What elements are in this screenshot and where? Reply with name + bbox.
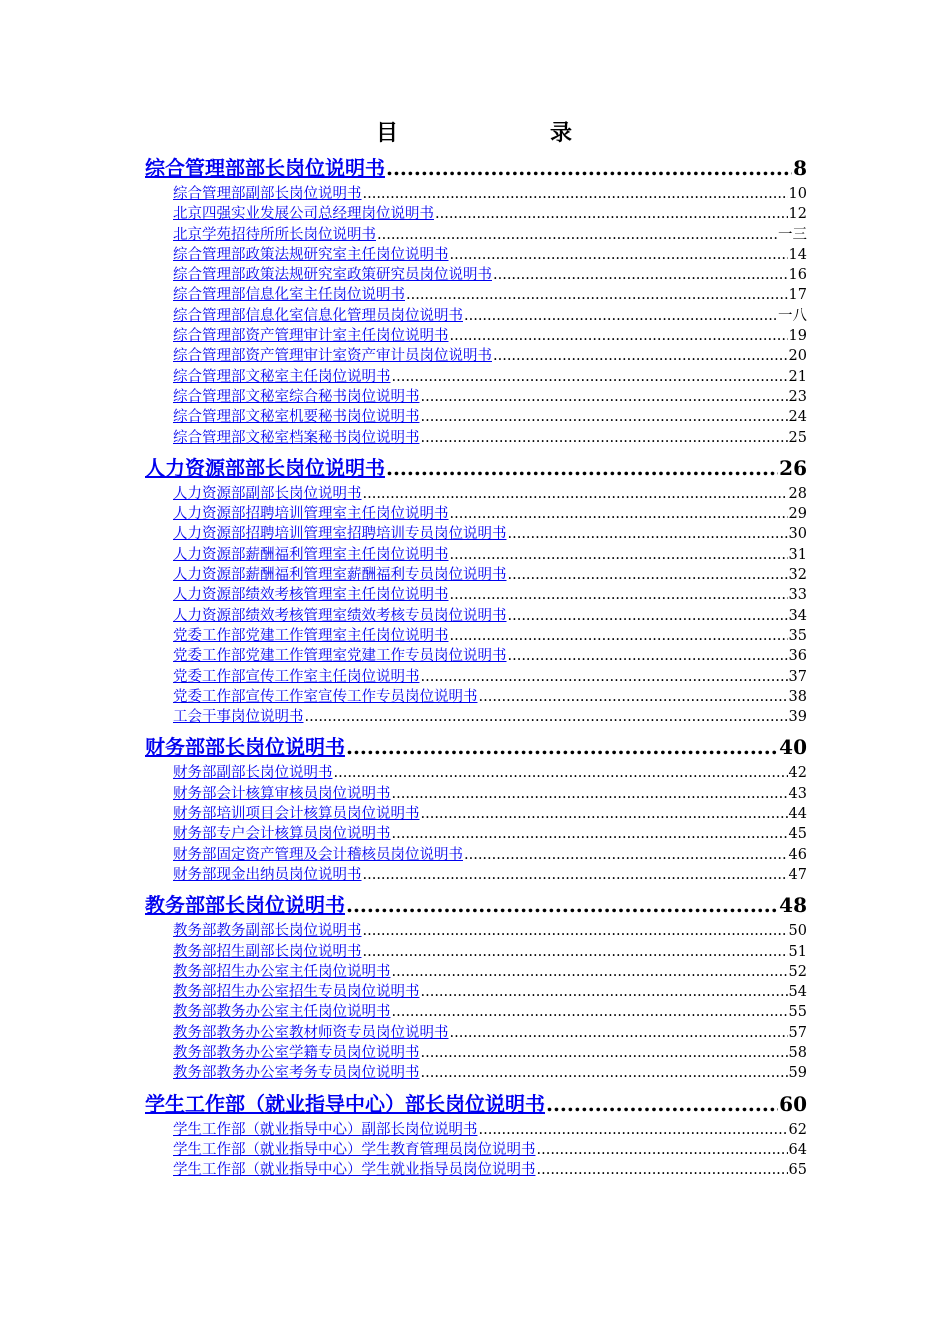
toc-entry-title: 综合管理部政策法规研究室主任岗位说明书 — [173, 246, 449, 263]
toc-entry-title: 综合管理部信息化室信息化管理员岗位说明书 — [173, 307, 463, 324]
toc-entry-link[interactable] — [173, 1063, 807, 1083]
toc-entry-link[interactable] — [173, 265, 807, 285]
page-number: 一八 — [778, 307, 807, 324]
toc-entry-title: 综合管理部政策法规研究室政策研究员岗位说明书 — [173, 267, 492, 284]
toc-entry-title: 教务部教务办公室主任岗位说明书 — [173, 1004, 391, 1021]
toc-title-right: 录 — [550, 120, 575, 146]
toc-entry-link[interactable] — [173, 824, 807, 844]
toc-entry-title: 综合管理部副部长岗位说明书 — [173, 186, 362, 202]
page-number: 45 — [788, 826, 807, 843]
toc-entry-link[interactable] — [173, 346, 807, 366]
dot-leader — [421, 1043, 788, 1063]
page-number: 54 — [788, 984, 807, 1001]
toc-entry-link[interactable] — [173, 184, 807, 204]
toc-entry-link[interactable] — [173, 626, 807, 646]
toc-section-title: 财务部部长岗位说明书 — [145, 735, 345, 760]
dot-leader — [377, 225, 777, 245]
toc-entry-title: 综合管理部资产管理审计室资产审计员岗位说明书 — [173, 348, 492, 365]
toc-entry-title: 教务部教务办公室学籍专员岗位说明书 — [173, 1044, 420, 1061]
toc-entry-link[interactable] — [173, 784, 807, 804]
toc-entry-link[interactable] — [173, 306, 807, 326]
dot-leader — [386, 152, 792, 184]
toc-entry-link[interactable] — [173, 707, 807, 727]
page-number: 39 — [788, 709, 807, 726]
toc-section — [145, 889, 807, 1083]
toc-entry-title: 教务部招生副部长岗位说明书 — [173, 943, 362, 960]
toc-entry-title: 人力资源部绩效考核管理室绩效考核专员岗位说明书 — [173, 607, 507, 624]
page-number: 47 — [788, 866, 807, 883]
toc-entry-title: 党委工作部党建工作管理室主任岗位说明书 — [173, 627, 449, 644]
page-number: 31 — [788, 546, 807, 563]
toc-section — [145, 1088, 807, 1181]
toc-section-link[interactable] — [145, 889, 807, 921]
toc-entry-link[interactable] — [173, 1043, 807, 1063]
toc-entry-title: 北京四强实业发展公司总经理岗位说明书 — [173, 206, 434, 223]
page-number: 24 — [788, 409, 807, 426]
page-number: 34 — [788, 607, 807, 624]
dot-leader — [421, 667, 788, 687]
toc-entry-link[interactable] — [173, 204, 807, 224]
toc-entry-title: 财务部会计核算审核员岗位说明书 — [173, 785, 391, 802]
dot-leader — [450, 326, 788, 346]
page-number: 33 — [788, 587, 807, 604]
toc-section-title: 综合管理部部长岗位说明书 — [145, 156, 385, 180]
dot-leader — [450, 245, 788, 265]
toc-entry-link[interactable] — [173, 245, 807, 265]
page-number: 46 — [788, 846, 807, 863]
dot-leader — [421, 804, 788, 824]
toc-entry-link[interactable] — [173, 1160, 807, 1180]
toc-entry-link[interactable] — [173, 962, 807, 982]
toc-entry-link[interactable] — [173, 285, 807, 305]
dot-leader — [346, 889, 778, 921]
dot-leader — [450, 1023, 788, 1043]
toc-entry-link[interactable] — [173, 225, 807, 245]
dot-leader — [421, 407, 788, 427]
page-number: 52 — [788, 963, 807, 980]
toc-entry-title: 教务部教务办公室教材师资专员岗位说明书 — [173, 1024, 449, 1041]
toc-section-link[interactable] — [145, 152, 807, 184]
toc-entry-title: 综合管理部文秘室主任岗位说明书 — [173, 368, 391, 385]
toc-entry-link[interactable] — [173, 845, 807, 865]
dot-leader — [450, 585, 788, 605]
dot-leader — [508, 565, 788, 585]
page-number: 42 — [788, 765, 807, 782]
dot-leader — [537, 1140, 788, 1160]
page-number: 37 — [788, 668, 807, 685]
toc-entry-link[interactable] — [173, 524, 807, 544]
toc-entry-title: 人力资源部薪酬福利管理室薪酬福利专员岗位说明书 — [173, 567, 507, 584]
toc-entry-link[interactable] — [173, 763, 807, 783]
toc-section-title: 教务部部长岗位说明书 — [145, 893, 345, 918]
dot-leader — [386, 452, 778, 484]
dot-leader — [363, 865, 788, 885]
toc-entry-link[interactable] — [173, 865, 807, 885]
toc-entry-title: 财务部专户会计核算员岗位说明书 — [173, 826, 391, 843]
toc-entry-title: 人力资源部副部长岗位说明书 — [173, 485, 362, 502]
toc-entry-link[interactable] — [173, 1120, 807, 1140]
toc-entry-link[interactable] — [173, 545, 807, 565]
toc-entry-title: 人力资源部招聘培训管理室招聘培训专员岗位说明书 — [173, 526, 507, 543]
dot-leader — [435, 204, 788, 224]
dot-leader — [493, 265, 788, 285]
toc-entry-title: 综合管理部信息化室主任岗位说明书 — [173, 287, 405, 304]
page-number: 58 — [788, 1044, 807, 1061]
page-number: 51 — [788, 943, 807, 960]
dot-leader — [334, 763, 788, 783]
toc-section-title: 学生工作部（就业指导中心）部长岗位说明书 — [145, 1091, 545, 1116]
toc-entry-title: 综合管理部文秘室综合秘书岗位说明书 — [173, 388, 420, 405]
dot-leader — [450, 504, 788, 524]
page-number: 43 — [788, 785, 807, 802]
dot-leader — [346, 731, 778, 763]
toc-entry-link[interactable] — [173, 1002, 807, 1022]
page-number: 10 — [788, 186, 807, 202]
page-number: 60 — [779, 1091, 807, 1116]
toc-subentries — [145, 763, 807, 885]
toc-entry-title: 北京学苑招待所所长岗位说明书 — [173, 226, 376, 243]
dot-leader — [450, 545, 788, 565]
page-number: 12 — [788, 206, 807, 223]
page-number: 55 — [788, 1004, 807, 1021]
toc-entry-link[interactable] — [173, 585, 807, 605]
toc-entry-link[interactable] — [173, 1140, 807, 1160]
toc-entry-title: 教务部教务副部长岗位说明书 — [173, 923, 362, 940]
toc-section-link[interactable] — [145, 452, 807, 484]
toc-entry-link[interactable] — [173, 646, 807, 666]
page-number: 20 — [788, 348, 807, 365]
toc-subentries — [145, 1120, 807, 1181]
page-number: 32 — [788, 567, 807, 584]
page-number: 30 — [788, 526, 807, 543]
dot-leader — [392, 1002, 788, 1022]
toc-entry-link[interactable] — [173, 804, 807, 824]
page-number: 14 — [788, 246, 807, 263]
toc-section-title: 人力资源部部长岗位说明书 — [145, 455, 385, 480]
toc-entry-title: 党委工作部党建工作管理室党建工作专员岗位说明书 — [173, 648, 507, 665]
page-number: 65 — [788, 1162, 807, 1179]
dot-leader — [479, 687, 788, 707]
toc-entry-link[interactable] — [173, 326, 807, 346]
dot-leader — [421, 982, 788, 1002]
dot-leader — [392, 824, 788, 844]
toc-entry-title: 教务部教务办公室考务专员岗位说明书 — [173, 1065, 420, 1082]
toc-subentries — [145, 184, 807, 448]
page-number: 40 — [779, 735, 807, 760]
dot-leader — [392, 962, 788, 982]
toc-title-left: 目 — [375, 120, 400, 146]
page-number: 25 — [788, 429, 807, 446]
toc-entry-title: 财务部固定资产管理及会计稽核员岗位说明书 — [173, 846, 463, 863]
dot-leader — [406, 285, 788, 305]
toc-entry-link[interactable] — [173, 484, 807, 504]
page-number: 17 — [788, 287, 807, 304]
dot-leader — [464, 845, 788, 865]
toc-entry-link[interactable] — [173, 606, 807, 626]
dot-leader — [479, 1120, 788, 1140]
dot-leader — [305, 707, 788, 727]
dot-leader — [392, 784, 788, 804]
toc-entry-link[interactable] — [173, 428, 807, 448]
toc-entry-link[interactable] — [173, 982, 807, 1002]
page-number: 29 — [788, 506, 807, 523]
page-number: 36 — [788, 648, 807, 665]
toc-title — [0, 116, 950, 147]
page-number: 64 — [788, 1141, 807, 1158]
toc-entry-title: 人力资源部薪酬福利管理室主任岗位说明书 — [173, 546, 449, 563]
toc-entry-link[interactable] — [173, 387, 807, 407]
page-number: 57 — [788, 1024, 807, 1041]
dot-leader — [493, 346, 788, 366]
dot-leader — [363, 921, 788, 941]
dot-leader — [363, 942, 788, 962]
toc-entry-title: 综合管理部资产管理审计室主任岗位说明书 — [173, 328, 449, 345]
toc-entry-title: 人力资源部绩效考核管理室主任岗位说明书 — [173, 587, 449, 604]
toc-entry-title: 学生工作部（就业指导中心）学生教育管理员岗位说明书 — [173, 1141, 536, 1158]
page-number: 62 — [788, 1121, 807, 1138]
toc-entry-link[interactable] — [173, 565, 807, 585]
page-number: 50 — [788, 923, 807, 940]
toc-entry-title: 工会干事岗位说明书 — [173, 709, 304, 726]
toc-entry-link[interactable] — [173, 687, 807, 707]
toc-section-link[interactable] — [145, 1088, 807, 1120]
dot-leader — [508, 524, 788, 544]
toc-entry-link[interactable] — [173, 667, 807, 687]
dot-leader — [464, 306, 777, 326]
dot-leader — [421, 428, 788, 448]
page-number: 35 — [788, 627, 807, 644]
dot-leader — [508, 606, 788, 626]
dot-leader — [421, 387, 788, 407]
page-number: 26 — [779, 455, 807, 480]
dot-leader — [450, 626, 788, 646]
toc-section-link[interactable] — [145, 731, 807, 763]
page-number: 19 — [788, 328, 807, 345]
page-number: 16 — [788, 267, 807, 284]
toc-entry-title: 学生工作部（就业指导中心）副部长岗位说明书 — [173, 1121, 478, 1138]
toc-section — [145, 152, 807, 448]
dot-leader — [363, 484, 788, 504]
page-number: 一三 — [778, 226, 807, 243]
toc-entry-link[interactable] — [173, 1023, 807, 1043]
table-of-contents — [145, 152, 807, 1180]
toc-entry-link[interactable] — [173, 921, 807, 941]
toc-entry-title: 党委工作部宣传工作室宣传工作专员岗位说明书 — [173, 688, 478, 705]
dot-leader — [363, 184, 788, 204]
page-number: 8 — [793, 156, 807, 180]
dot-leader — [392, 367, 788, 387]
toc-entry-title: 教务部招生办公室主任岗位说明书 — [173, 963, 391, 980]
page-number: 23 — [788, 388, 807, 405]
toc-entry-title: 综合管理部文秘室档案秘书岗位说明书 — [173, 429, 420, 446]
dot-leader — [421, 1063, 788, 1083]
toc-section — [145, 731, 807, 885]
page-number: 38 — [788, 688, 807, 705]
page-number: 59 — [788, 1065, 807, 1082]
page-number: 48 — [779, 893, 807, 918]
toc-entry-link[interactable] — [173, 942, 807, 962]
toc-entry-title: 财务部培训项目会计核算员岗位说明书 — [173, 806, 420, 823]
dot-leader — [537, 1160, 788, 1180]
toc-subentries — [145, 921, 807, 1083]
dot-leader — [508, 646, 788, 666]
toc-entry-title: 综合管理部文秘室机要秘书岗位说明书 — [173, 409, 420, 426]
toc-entry-title: 教务部招生办公室招生专员岗位说明书 — [173, 984, 420, 1001]
toc-entry-link[interactable] — [173, 367, 807, 387]
toc-entry-title: 人力资源部招聘培训管理室主任岗位说明书 — [173, 506, 449, 523]
toc-entry-title: 学生工作部（就业指导中心）学生就业指导员岗位说明书 — [173, 1162, 536, 1179]
toc-subentries — [145, 484, 807, 728]
toc-entry-link[interactable] — [173, 504, 807, 524]
toc-entry-link[interactable] — [173, 407, 807, 427]
page-number: 44 — [788, 806, 807, 823]
dot-leader — [546, 1088, 778, 1120]
page-number: 21 — [788, 368, 807, 385]
toc-entry-title: 党委工作部宣传工作室主任岗位说明书 — [173, 668, 420, 685]
page-number: 28 — [788, 485, 807, 502]
toc-entry-title: 财务部现金出纳员岗位说明书 — [173, 866, 362, 883]
toc-section — [145, 452, 807, 728]
toc-entry-title: 财务部副部长岗位说明书 — [173, 765, 333, 782]
